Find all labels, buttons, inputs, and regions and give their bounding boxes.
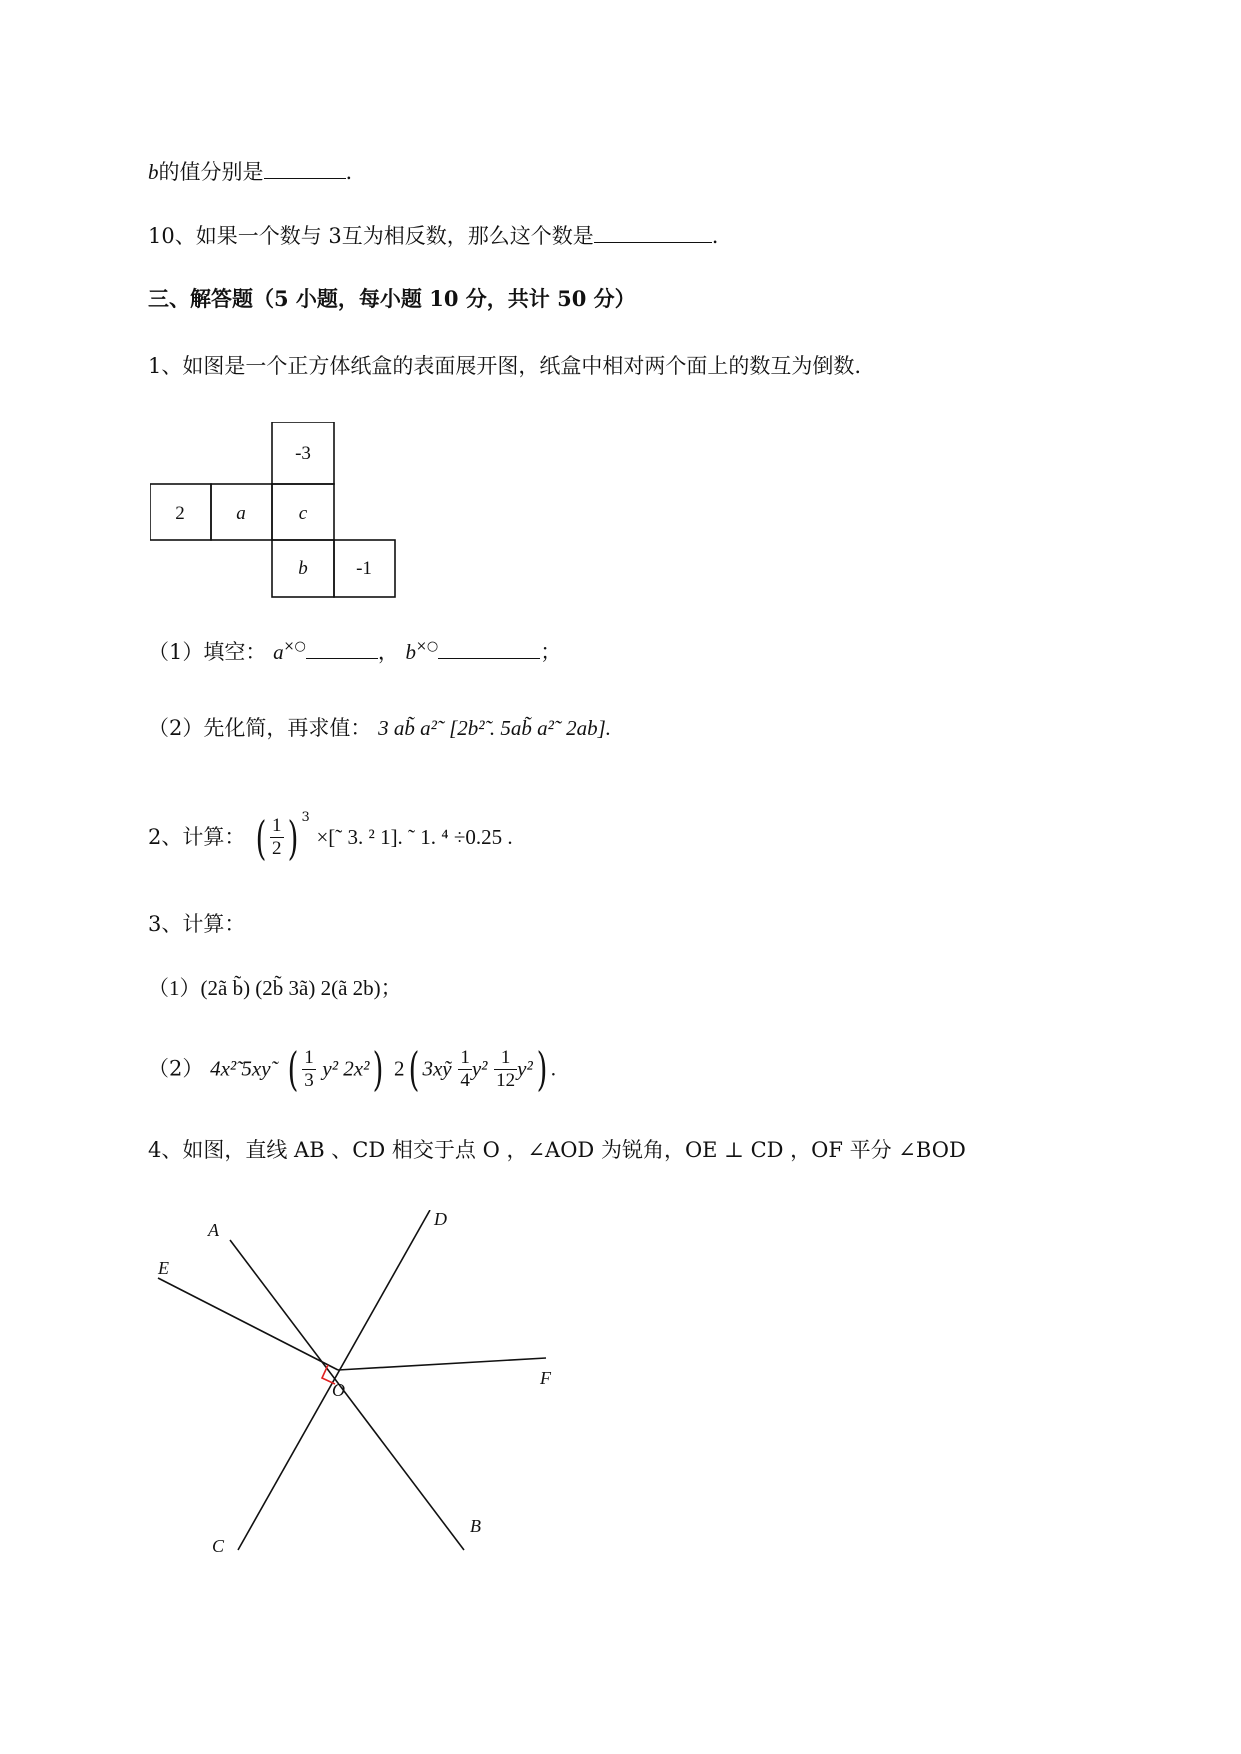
ray-of <box>338 1358 546 1370</box>
p3-part2-frac-3-den: 12 <box>496 1069 516 1091</box>
p1-part2-line <box>148 718 611 739</box>
q9-tail-text: 的值分别是 <box>158 160 264 184</box>
label-b: B <box>470 1516 481 1536</box>
label-a: A <box>208 1220 219 1240</box>
p2-frac-numerator: 1 <box>272 815 282 837</box>
label-f: F <box>540 1368 551 1388</box>
q9-tail-line <box>148 160 352 183</box>
p2-open-paren: ( <box>255 810 267 865</box>
p3-part2-frac-2 <box>458 1047 472 1092</box>
p1-part1-blank-a[interactable] <box>306 640 378 659</box>
p3-part2-term-a: 4x²̃ 5xy˜ <box>210 1056 278 1081</box>
label-e: E <box>158 1258 169 1278</box>
net-value-bottom: b <box>298 558 308 579</box>
section3-title: 三、解答题（5 小题，每小题 10 分，共计 50 分） <box>148 286 636 311</box>
net-value-left2: a <box>236 503 246 524</box>
p2-close-paren: ) <box>287 810 298 865</box>
q10-line <box>148 224 718 247</box>
p3-part2-frac-2-num: 1 <box>460 1046 470 1068</box>
p1-part2-expression: 3 ab̃ a²˜ [2b²̃ . 5ab̃ a²˜ 2ab]. <box>378 716 612 740</box>
net-value-center: c <box>298 503 308 524</box>
p3-part2-label: （2） <box>148 1056 204 1081</box>
p1-part1-line <box>148 640 561 663</box>
p3-part2-paren-close-2: ) <box>536 1042 548 1096</box>
label-o: O <box>332 1380 345 1400</box>
p1-part1-mark-b: ×○ <box>416 639 439 654</box>
q10-text: 10、如果一个数与 3互为相反数，那么这个数是 <box>148 224 594 248</box>
p1-part1-blank-b[interactable] <box>438 640 540 659</box>
angle-figure <box>150 1210 570 1580</box>
p3-part2-term-b: y² 2x² <box>322 1056 370 1081</box>
p1-text: 1、如图是一个正方体纸盒的表面展开图，纸盒中相对两个面上的数互为倒数. <box>148 354 862 378</box>
p1-part1-end: ； <box>540 640 562 664</box>
label-c: C <box>212 1536 225 1556</box>
q9-tail-end: . <box>345 160 353 184</box>
p3-part2-frac-1-den: 3 <box>304 1069 314 1091</box>
p2-rest-expression: ×[˜ 3. ² 1]. ˜ 1. ⁴ ÷0.25 . <box>316 824 513 849</box>
p1-part2-label: （2）先化简，再求值： <box>148 716 372 740</box>
p3-part2-frac-2-den: 4 <box>460 1069 470 1091</box>
p1-part1-sep: ， <box>377 640 399 664</box>
p3-part1-line <box>148 978 402 999</box>
p3-part2-frac-1-num: 1 <box>304 1046 314 1068</box>
p3-part2-term-f: y² <box>517 1056 533 1081</box>
p1-part1-label: （1）填空： <box>148 640 267 664</box>
p4-text: 4、如图，直线 AB 、CD 相交于点 O ，∠AOD 为锐角，OE ⊥ CD ，OF 平分 ∠BOD <box>148 1138 966 1162</box>
q10-end: . <box>711 224 719 248</box>
q9-var-b: b <box>148 160 159 184</box>
p2-fraction <box>270 815 284 860</box>
p3-label: 3、计算： <box>148 912 246 936</box>
q9-answer-blank[interactable] <box>264 160 346 179</box>
p3-part1-expression: （1）(2ã b̃) (2b̃ 3ã) 2(ã 2b)； <box>148 976 402 1000</box>
q10-answer-blank[interactable] <box>594 224 712 243</box>
net-value-right: -1 <box>356 558 372 579</box>
p1-part1-var-a: a <box>273 640 284 664</box>
p3-part2-term-d: 3xỹ <box>422 1056 452 1081</box>
net-value-left1: 2 <box>175 503 185 524</box>
ray-oe <box>158 1278 338 1370</box>
label-d: D <box>434 1210 447 1229</box>
p3-part2-frac-1 <box>302 1047 316 1092</box>
p3-part2-paren-open-1: ( <box>287 1042 299 1096</box>
p3-part2-frac-3 <box>494 1047 517 1092</box>
p2-line <box>148 810 513 865</box>
p3-part2-end: . <box>550 1056 556 1081</box>
p3-part2-paren-close-1: ) <box>372 1042 384 1096</box>
p3-part2-frac-3-num: 1 <box>494 1047 517 1070</box>
p3-part2-coef-2: 2 <box>394 1056 405 1081</box>
p2-frac-denominator: 2 <box>272 838 282 859</box>
cube-net-figure <box>150 422 410 602</box>
net-value-top: -3 <box>295 443 311 464</box>
p2-exponent: 3 <box>301 810 310 825</box>
p1-part1-var-b: b <box>405 640 416 664</box>
p3-part2-term-e: y² <box>471 1056 488 1081</box>
p1-part1-mark-a: ×○ <box>283 639 306 654</box>
p3-part2-line <box>148 1042 556 1096</box>
p3-part2-paren-open-2: ( <box>408 1042 419 1096</box>
p2-label: 2、计算： <box>148 824 246 849</box>
